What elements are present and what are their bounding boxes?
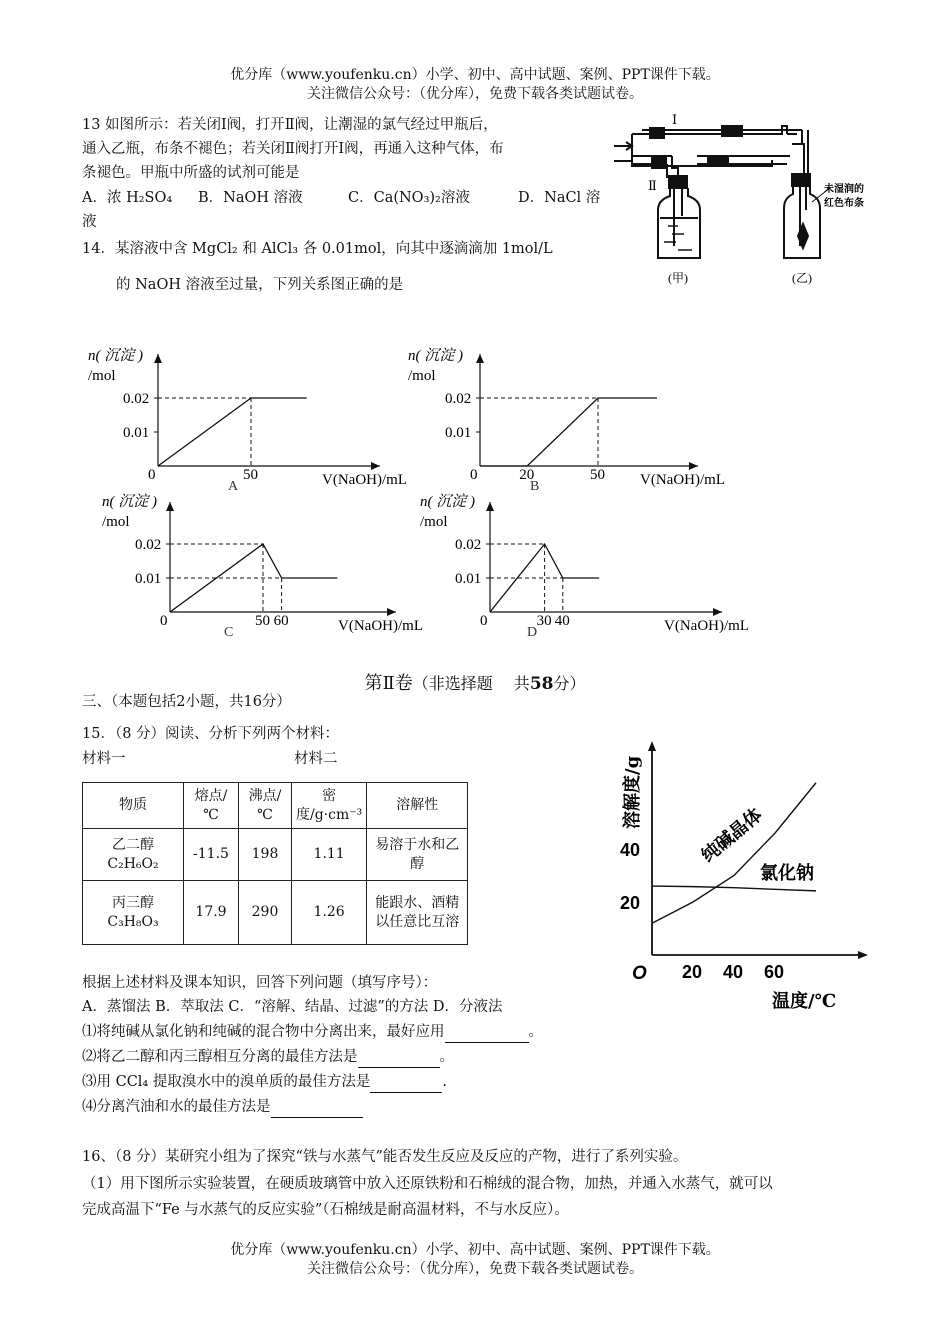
q14-graphs [0,340,790,640]
header-line-1: 优分库（www.youfenku.cn）小学、初中、高中试题、案例、PPT课件下载。 [230,67,720,83]
origin-label: O [632,963,647,984]
answer-blank-2[interactable] [358,1053,440,1068]
cloth-label-line-1: 未湿润的 [824,184,864,195]
q13-line-3: 条褪色。甲瓶中所盛的试剂可能是 [82,165,300,181]
footer-line-1: 优分库（www.youfenku.cn）小学、初中、高中试题、案例、PPT课件下载。 [230,1242,720,1258]
y-axis-unit: /mol [88,368,116,384]
y-tick-label: 0.01 [455,571,482,587]
part-3-heading: 三、（本题包括2小题，共16分） [82,694,291,710]
sodium-chloride-curve [652,886,816,891]
q13-option-b: B．NaOH 溶液 [198,190,303,206]
x-tick-label: 40 [723,962,744,982]
q14-line-2: 的 NaOH 溶液至过量，下列关系图正确的是 [116,277,404,293]
answer-blank-3[interactable] [370,1078,442,1093]
y-tick-label: 20 [620,893,641,913]
origin-label: 0 [148,467,156,483]
y-tick-label: 0.02 [455,537,482,553]
q16-line-2: （1）用下图所示实验装置，在硬质玻璃管中放入还原铁粉和石棉绒的混合物，加热，并通入水蒸气，就可以 [82,1176,773,1192]
answer-blank-4[interactable] [271,1103,363,1118]
cell-substance [83,829,184,881]
x-axis-label: V(NaOH)/mL [640,472,725,488]
bottle-yi-label: (乙) [792,271,812,285]
y-axis-arrow [166,502,174,511]
q15-sub-2-end: 。 [439,1049,454,1065]
y-axis-label: n( 沉淀 ) [88,348,143,364]
table-row [83,881,468,945]
origin-label: 0 [480,613,488,629]
table-row [83,829,468,881]
panel-label: D [527,625,538,640]
answer-blank-1[interactable] [445,1028,529,1043]
q13-option-c: C．Ca(NO₃)₂溶液 [348,190,470,206]
x-axis-label: V(NaOH)/mL [338,618,423,634]
y-axis-label: 溶解度/g [622,755,643,829]
header-density: 密度/g·cm⁻³ [292,783,367,829]
y-axis-label: n( 沉淀 ) [408,348,463,364]
section-2-subtitle: （非选择题 共 [412,674,530,693]
q16-line-3: 完成高温下“Fe 与水蒸气的反应实验”（石棉绒是耐高温材料，不与水反应）。 [82,1202,569,1218]
cell-solubility: 能跟水、酒精以任意比互溶 [367,881,468,945]
q15-instruction: 根据上述材料及课本知识，回答下列问题（填写序号）： [82,975,438,991]
x-axis-label: 温度/℃ [772,991,837,1012]
y-tick-label: 0.02 [135,537,162,553]
panel-label: B [530,479,540,494]
x-axis-arrow [713,608,722,616]
y-axis-unit: /mol [408,368,436,384]
y-tick-label: 0.01 [135,571,162,587]
x-tick-label: 60 [273,613,289,629]
cloth-label-line-2: 红色布条 [824,198,864,209]
substance-formula: C₂H₆O₂ [107,855,159,872]
y-tick-label: 40 [620,840,641,860]
substance-formula: C₃H₈O₃ [107,913,159,930]
y-axis-label: n( 沉淀 ) [420,494,475,510]
gas-bottle-apparatus [612,106,874,292]
q15-sub-1-end: 。 [528,1024,543,1040]
material-2-label: 材料二 [294,751,338,767]
y-axis-arrow [486,502,494,511]
cell-density: 1.11 [292,829,367,881]
x-tick-label: 50 [243,467,258,483]
y-tick-label: 0.01 [123,425,150,441]
x-axis-arrow [689,462,698,470]
x-tick-label: 50 [590,467,605,483]
x-axis-label: V(NaOH)/mL [664,618,749,634]
table-header-row [83,783,468,829]
series-label-nacl: 氯化钠 [760,863,814,884]
y-axis-label: n( 沉淀 ) [102,494,157,510]
y-axis-arrow [648,741,656,751]
q15-sub-4 [82,1096,363,1118]
y-tick-label: 0.02 [123,391,150,407]
cell-substance [83,881,184,945]
x-axis-arrow [371,462,380,470]
solubility-chart [600,735,880,1020]
valve-1-label: Ⅰ [672,113,678,128]
q15-sub-2 [82,1046,454,1068]
q14-line-1: 14．某溶液中含 MgCl₂ 和 AlCl₃ 各 0.01mol，向其中逐滴滴加 1mol/L [82,241,553,257]
x-tick-label: 60 [764,962,785,982]
y-axis-unit: /mol [102,514,130,530]
substance-name: 丙三醇 [112,894,154,911]
soda-crystal-curve [652,783,816,923]
series-line [158,398,307,466]
y-tick-label: 0.02 [445,391,472,407]
origin-label: 0 [470,467,478,483]
q13-option-a: A．浓 H₂SO₄ [82,190,173,206]
y-axis-arrow [476,354,484,363]
header-line-2: 关注微信公众号：（优分库），免费下载各类试题试卷。 [307,86,643,102]
q13-option-d: D．NaCl 溶 [518,190,601,206]
cell-melting: 17.9 [184,881,239,945]
series-line [480,398,657,466]
header-substance: 物质 [83,783,184,829]
header-solubility: 溶解性 [367,783,468,829]
section-2-score: 58 [529,674,554,694]
x-axis-arrow [387,608,396,616]
q13-line-2: 通入乙瓶，布条不褪色；若关闭Ⅱ阀打开Ⅰ阀，再通入这种气体，布 [82,141,504,157]
x-axis-arrow [858,951,868,959]
valve-2-label: Ⅱ [648,179,657,194]
cell-density: 1.26 [292,881,367,945]
q15-sub-2-text: ⑵将乙二醇和丙三醇相互分离的最佳方法是 [82,1049,358,1065]
q15-sub-1-text: ⑴将纯碱从氯化钠和纯碱的混合物中分离出来，最好应用 [82,1024,445,1040]
series-line [170,544,337,612]
section-2-title: 第Ⅱ卷 [364,673,413,694]
x-axis-label: V(NaOH)/mL [322,472,407,488]
series-label-soda: 纯碱晶体 [697,804,767,867]
material-1-label: 材料一 [82,751,126,767]
q15-sub-1 [82,1021,543,1043]
bottle-jia-label: (甲) [668,271,688,285]
q15-intro: 15．（8 分）阅读、分析下列两个材料： [82,726,340,742]
panel-label: A [228,479,239,494]
x-tick-label: 20 [682,962,703,982]
q15-sub-4-text: ⑷分离汽油和水的最佳方法是 [82,1099,271,1115]
q15-options: A．蒸馏法 B．萃取法 C．“溶解、结晶、过滤”的方法 D．分液法 [82,999,503,1015]
header-boiling-point: 沸点/℃ [239,783,292,829]
cell-melting: -11.5 [184,829,239,881]
q15-sub-3-text: ⑶用 CCl₄ 提取溴水中的溴单质的最佳方法是 [82,1074,371,1090]
panel-label: C [224,625,234,640]
x-tick-label: 40 [554,613,570,629]
footer-line-2: 关注微信公众号：（优分库），免费下载各类试题试卷。 [307,1261,643,1277]
cell-boiling: 198 [239,829,292,881]
x-tick-label: 20 [519,467,535,483]
q13-line-1: 13 如图所示：若关闭Ⅰ阀，打开Ⅱ阀，让潮湿的氯气经过甲瓶后， [82,117,498,133]
x-tick-label: 30 [536,613,552,629]
y-axis-unit: /mol [420,514,448,530]
q15-sub-3 [82,1071,447,1093]
header-melting-point: 熔点/℃ [184,783,239,829]
y-tick-label: 0.01 [445,425,472,441]
q15-sub-3-end: . [442,1074,447,1090]
cell-boiling: 290 [239,881,292,945]
cell-solubility: 易溶于水和乙醇 [367,829,468,881]
q13-option-d-cont: 液 [82,214,97,230]
origin-label: 0 [160,613,168,629]
y-axis-arrow [154,354,162,363]
substance-name: 乙二醇 [112,836,154,853]
section-2-score-unit: 分） [553,674,586,693]
materials-table [82,782,468,945]
q16-line-1: 16、（8 分）某研究小组为了探究“铁与水蒸气”能否发生反应及反应的产物，进行了系列实验。 [82,1149,688,1165]
x-tick-label: 50 [255,613,270,629]
